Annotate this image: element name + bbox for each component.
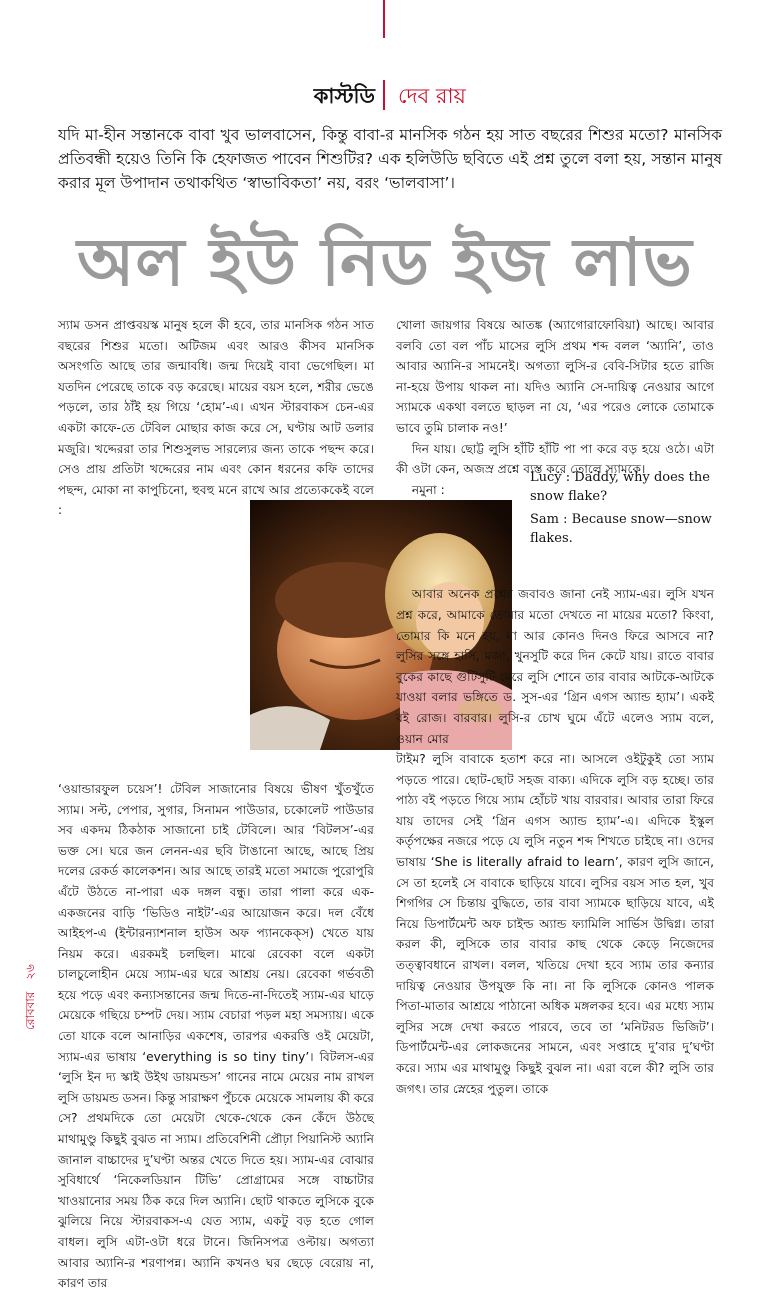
- dialogue-line: Sam : Because snow—snow flakes.: [530, 512, 712, 546]
- page-number: ২৬: [23, 964, 37, 980]
- body-paragraph: স্যাম ডসন প্রাপ্তবয়স্ক মানুষ হলে কী হবে, তার মানসিক গঠন সাত বছরের শিশুর মতো। অটিজম এবং আরও কীসব মানসিক অসংগতি আছে তার জন্মাবধি। জন্ম দিয়েই বাবা ভেগেছিল। মা যতদিন পেরেছে তাকে বড় করেছে। মায়ের বয়স হলে, শরীর ভেঙে পড়লে, তার ঠাঁই হয় গিয়ে ‘হোম’-এ। এখন স্টারবাকস চেন-এর একটা কাফে-তে টেবিল মোছার কাজ করে সে, ঘণ্টায় আট ডলার মজুরি। খদ্দেররা তার শিশুসুলভ সারল্যের জন্য তাকে পছন্দ করে। সেও প্রায় প্রতিটা খদ্দেরের নাম এবং কোন ধরনের কফি তাদের পছন্দ, মোকা না কাপুচিনো, হুবহু মনে রাখে আর প্রত্যেককেই বলে :: [58, 318, 374, 518]
- kicker: [0, 80, 770, 110]
- right-column: [396, 315, 714, 1099]
- kicker-divider: [383, 80, 385, 110]
- dialogue-line: Lucy : Daddy, why does the snow flake?: [530, 470, 710, 504]
- left-column: [58, 315, 374, 1294]
- body-paragraph: ‘ওয়ান্ডারফুল চয়েস’! টেবিল সাজানোর বিষয়ে ভীষণ খুঁতখুঁতে স্যাম। সল্ট, পেপার, সুগার, সিনামন পাউডার, চকোলেট পাউডার সব একদম ঠিকঠাক সাজানো চাই টেবিলে। আর ‘বিটলস’-এর ভক্ত সে। ঘরে জন লেনন-এর ছবি টাঙানো আছে, আছে প্রিয় দলের রেকর্ড কালেকশন। আর আছে তারই মতো সমাজে পুরোপুরি এঁটে উঠতে না-পারা এক দঙ্গল বন্ধু। তারা পালা করে এক-একজনের বাড়ি ‘ভিডিও নাইট’-এর আয়োজন করে। দল বেঁধে আইহপ-এ (ইন্টারন্যাশনাল হাউস অফ প্যানকেক্‌স) খেতে যায় নিয়ম করে। এরকমই চলছিল। মাঝে রেবেকা বলে একটা চালচুলোহীন মেয়ে স্যাম-এর ঘরে আশ্রয় নেয়। রেবেকা গর্ভবতী হয়ে পড়ে এবং কন্যাসন্তানের জন্ম দিতে-না-দিতেই স্যাম-এর ঘাড়ে মেয়েকে গছিয়ে চম্পট দেয়। স্যাম বেচারা পড়ল মহা সমস্যায়। একে তো যাকে বলে আনাড়ির একশেষ, তারপর একরত্তি ওই মেয়েটা, স্যাম-এর ভাষায় ‘everything is so tiny tiny’। বিটলস-এর ‘লুসি ইন দ্য স্কাই উইথ ডায়মন্ডস’ গানের নামে মেয়ের নাম রাখল লুসি ডায়মন্ড ডসন। কিন্তু সারাক্ষণ পুঁচকে মেয়েকে সামলায় কী করে সে? প্রথমদিকে তো মেয়েটা থেকে-থেকে কেন কেঁদে উঠছে মাথামুণ্ডু কিছুই বুঝত না স্যাম। প্রতিবেশিনী প্রৌঢ়া পিয়ানিস্ট অ্যানি জানাল বাচ্চাদের দু’ঘণ্টা অন্তর খেতে দিতে হয়। স্যাম-এর বোঝার সুবিধার্থে ‘নিকেলডিয়ান টিভি’ প্রোগ্রামের সঙ্গে বাচ্চাটার খাওয়ানোর সময় ঠিক করে দিল অ্যানি। ছোট থাকতে লুসিকে বুকে ঝুলিয়ে নিয়ে স্টারবাকস-এ যেত স্যাম, একটু বড় হতে গোল বাধল। লুসি এটা-ওটা ধরে টানে। জিনিসপত্র ওল্টায়। অগত্যা আবার অ্যানি-র শরণাপন্ন। অ্যানি কখনও ঘর ছেড়ে বেরোয় না, কারণ তার: [58, 781, 374, 1291]
- folio: [22, 940, 46, 1030]
- body-paragraph: আবার অনেক প্রশ্নের জবাবও জানা নেই স্যাম-এর। লুসি যখন প্রশ্ন করে, আমাকে তোমার মতো দেখতে না মায়ের মতো? কিংবা, তোমার কি মনে হয়, মা আর কোনও দিনও ফিরে আসবে না? লুসির সঙ্গে হাসি, মজা, খুনসুটি করে দিন কেটে যায়। রাতে বাবার বুকের কাছে গুটিসুটি মেরে লুসি শোনে তার বাবার আটকে-আটকে যাওয়া বলার ভঙ্গিতে ড. সুস-এর ‘গ্রিন এগস অ্যান্ড হ্যাম’। একই বই রোজ। বারবার। লুসি-র চোখ ঘুমে এঁটে এলেও স্যাম বলে, ওয়ান মোর: [396, 587, 714, 746]
- magazine-name: রোববার: [23, 991, 37, 1030]
- body-paragraph: দিন যায়। ছোট্ট লুসি হাঁটি হাঁটি পা পা করে বড় হয়ে ওঠে। এটা কী ওটা কেন, অজস্র প্রশ্নে ব্যস্ত করে তোলে স্যামকে।: [396, 441, 714, 477]
- section-label: কাস্টডি: [313, 84, 375, 108]
- body-paragraph: টাইম? লুসি বাবাকে হতাশ করে না। আসলে ওইটুকুই তো স্যাম পড়তে পারে। ছোট-ছোট সহজ বাক্য। এদিকে লুসি বড় হচ্ছে। তার পাঠ্য বই পড়তে গিয়ে স্যাম হোঁচট খায় বারবার। আবার তারা ফিরে যায় তাদের সেই ‘গ্রিন এগস অ্যান্ড হ্যাম’-এ। এদিকে ইস্কুল কর্তৃপক্ষের নজরে পড়ে যে লুসি নতুন শব্দ শিখতে চাইছে না। ওদের ভাষায় ‘She is literally afraid to learn’, কারণ লুসি জানে, সে তা হলেই সে বাবাকে ছাড়িয়ে যাবে। লুসির বয়স সাত হল, খুব শিগগির সে চিন্তায় বুদ্ধিতে, তার বাবা স্যামকে ছাড়িয়ে যাবে, এই নিয়ে ডিপার্টমেন্ট অফ চাইল্ড অ্যান্ড ফ্যামিলি সার্ভিস উদ্বিগ্ন। তারা করল কী, লুসিকে তার বাবার কাছ থেকে কেড়ে নিজেদের তত্ত্বাবধানে রাখল। বলল, খতিয়ে দেখা হবে স্যাম তার কন্যার দায়িত্ব নেওয়ার উপযুক্ত কি না। না কি লুসিকে কোনও পালক পিতা-মাতার আশ্রয়ে পাঠানো অধিক মঙ্গলকর হবে। এর মধ্যে স্যাম লুসির সঙ্গে দেখা করতে পারবে, তবে তা ‘মনিটরড ভিজিট’। ডিপার্টমেন্ট-এর লোকজনের সামনে, এবং সপ্তাহে দু’বার দু’ঘণ্টা করে। স্যাম এর মাথামুণ্ডু কিছুই বুঝল না। এরা বলে কী? লুসি তার জগৎ। তার স্নেহের পুতুল। তাকে: [396, 752, 714, 1096]
- header-rule: [383, 0, 385, 38]
- standfirst: যদি মা-হীন সন্তানকে বাবা খুব ভালবাসেন, কিন্তু বাবা-র মানসিক গঠন হয় সাত বছরের শিশুর মতো? মানসিক প্রতিবন্ধী হয়েও তিনি কি হেফাজত পাবেন শিশুটির? এক হলিউডি ছবিতে এই প্রশ্ন তুলে বলা হয়, সন্তান মানুষ করার মূল উপাদান তথাকথিত ‘স্বাভাবিকতা’ নয়, বরং ‘ভালবাসা’।: [58, 126, 722, 192]
- dialogue-excerpt: [530, 468, 714, 552]
- body-paragraph: নমুনা :: [411, 482, 445, 497]
- headline: অল ইউ নিড ইজ লাভ: [77, 223, 693, 301]
- body-paragraph: খোলা জায়গার বিষয়ে আতঙ্ক (অ্যাগোরাফোবিয়া) আছে। আবার বলবি তো বল পাঁচ মাসের লুসি প্রথম শব্দ বলল ‘অ্যানি’, তাও আবার অ্যানি-র সামনেই। অগত্যা লুসি-র বেবি-সিটার হতে রাজি না-হয়ে উপায় থাকল না। যদিও অ্যানি সে-দায়িত্ব নেওয়ার আগে স্যামকে একথা বলতে ছাড়ল না যে, ‘এর পরেও লোকে তোমাকে ভাবে তুমি চালাক নও!’: [396, 318, 714, 435]
- author-byline: দেব রায়: [398, 84, 466, 108]
